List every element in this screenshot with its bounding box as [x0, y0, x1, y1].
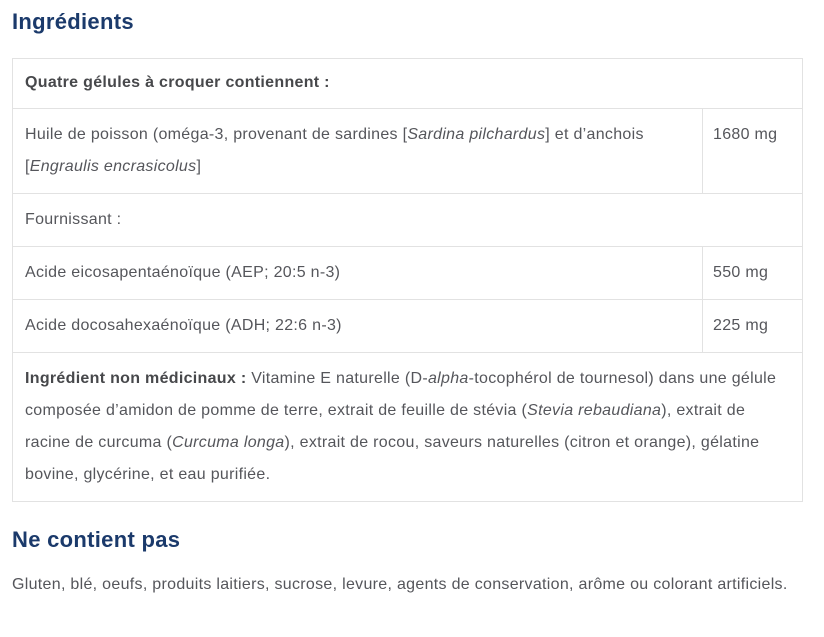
table-row — [13, 299, 802, 352]
table-row — [13, 246, 802, 299]
table-row — [13, 108, 802, 193]
text-segment: ), extrait de racine de curcuma ( — [25, 401, 746, 451]
text-segment: Huile de poisson (oméga-3, provenant de sardines [ — [25, 125, 408, 143]
text-segment: -tocophérol de tournesol) dans une gélule composée d’amidon de pomme de terre, extrait de feuille de stévia ( — [25, 369, 777, 419]
text-segment: Acide eicosapentaénoïque (AEP; 20:5 n-3) — [25, 263, 341, 281]
table-header-row — [13, 59, 802, 107]
text-segment: ), extrait de rocou, saveurs naturelles (citron et orange), gélatine bovine, glycérine, et eau purifiée. — [25, 433, 760, 483]
ingredient-name-cell — [13, 300, 702, 352]
ingredient-name-cell — [13, 59, 802, 107]
ne-contient-pas-heading: Ne contient pas — [12, 526, 181, 552]
table-row — [13, 193, 802, 246]
text-segment: Stevia rebaudiana — [527, 401, 662, 419]
text-segment: Fournissant : — [25, 210, 122, 228]
text-segment: Ingrédient non médicinaux : — [25, 369, 252, 387]
ingredient-name-cell — [13, 194, 802, 246]
table-row — [13, 352, 802, 501]
text-segment: Curcuma longa — [172, 433, 285, 451]
text-segment: ] et d’anchois [ — [25, 125, 644, 175]
text-segment: ] — [196, 157, 202, 175]
text-segment: Sardina pilchardus — [407, 125, 546, 143]
text-segment: Acide docosahexaénoïque (ADH; 22:6 n-3) — [25, 316, 342, 334]
ne-contient-pas-text: Gluten, blé, oeufs, produits laitiers, sucrose, levure, agents de conservation, arôme ou colorant artificiels. — [12, 576, 788, 594]
ingredients-table — [12, 58, 803, 501]
ingredient-name-cell — [13, 109, 702, 193]
text-segment: Engraulis encrasicolus — [29, 157, 197, 175]
ingredient-amount-cell: 1680 mg — [702, 109, 802, 193]
ingredient-name-cell — [13, 247, 702, 299]
text-segment: Quatre gélules à croquer contiennent : — [25, 74, 330, 92]
text-segment: alpha — [427, 369, 469, 387]
text-segment: Vitamine E naturelle (D- — [251, 369, 428, 387]
ingredients-heading: Ingrédients — [12, 9, 134, 34]
ingredient-amount-cell: 225 mg — [702, 300, 802, 352]
ingredient-name-cell — [13, 353, 802, 501]
ingredient-amount-cell: 550 mg — [702, 247, 802, 299]
